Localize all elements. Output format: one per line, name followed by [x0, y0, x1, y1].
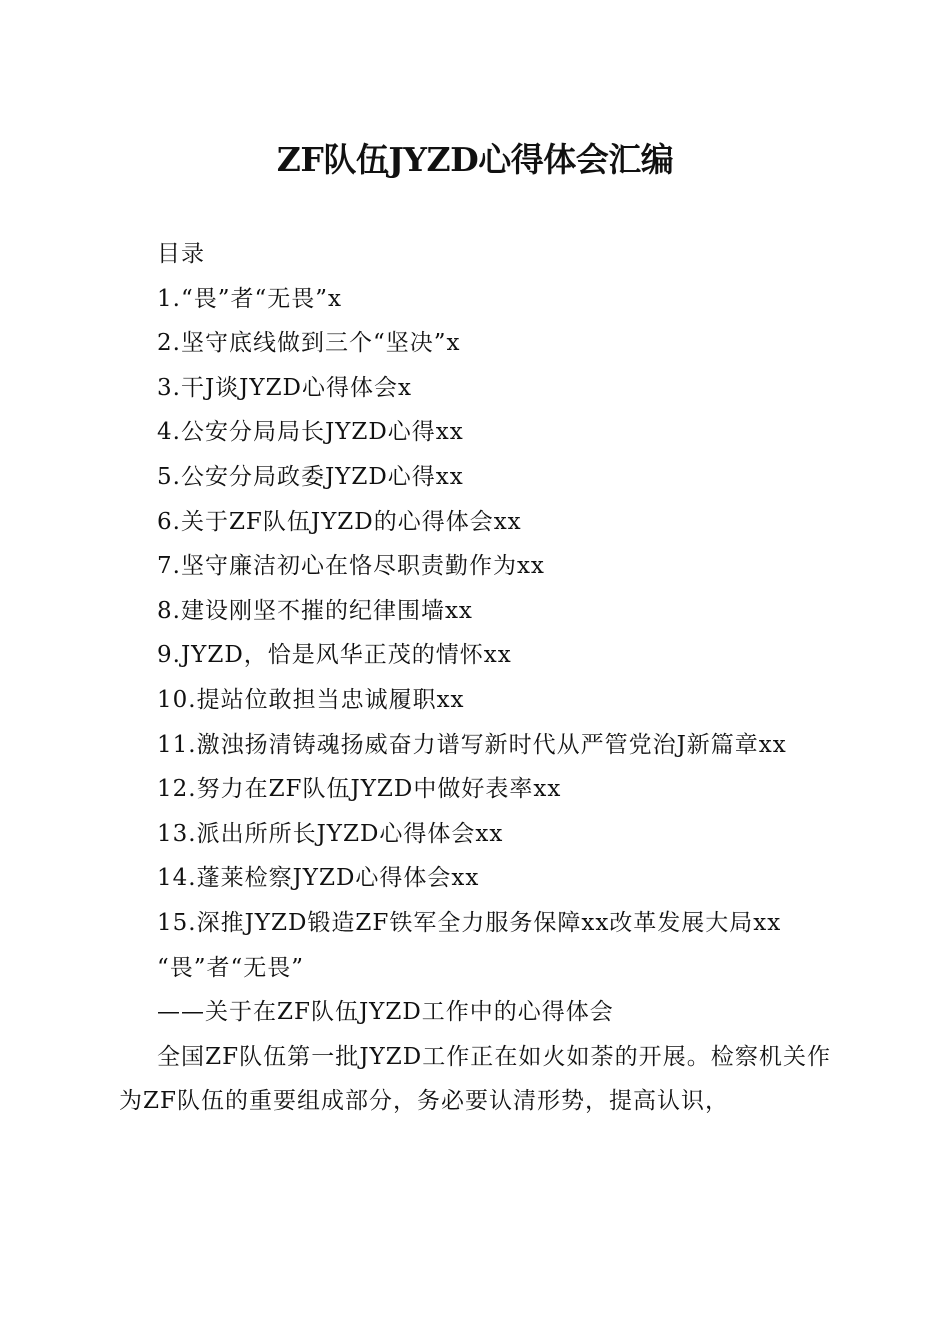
article-paragraph: 全国ZF队伍第一批JYZD工作正在如火如荼的开展。检察机关作为ZF队伍的重要组成部分，务必要认清形势，提高认识， [119, 1043, 831, 1115]
toc-item: 2.坚守底线做到三个“坚决”x [157, 330, 461, 357]
toc-item: 6.关于ZF队伍JYZD的心得体会xx [157, 508, 522, 535]
toc-item: 10.提站位敢担当忠诚履职xx [157, 686, 465, 713]
toc-item: 15.深推JYZD锻造ZF铁军全力服务保障xx改革发展大局xx [157, 909, 782, 936]
toc-heading: 目录 [157, 241, 205, 267]
document-title: ZF队伍JYZD心得体会汇编 [276, 140, 674, 179]
toc-item: 4.公安分局局长JYZD心得xx [157, 419, 464, 446]
toc-item: 1.“畏”者“无畏”x [157, 285, 342, 312]
toc-item: 3.干J谈JYZD心得体会x [157, 374, 412, 401]
toc-item: 7.坚守廉洁初心在恪尽职责勤作为xx [157, 553, 545, 580]
toc-item: 12.努力在ZF队伍JYZD中做好表率xx [157, 776, 562, 803]
article-subtitle: ——关于在ZF队伍JYZD工作中的心得体会 [157, 999, 614, 1026]
toc-item: 9.JYZD，恰是风华正茂的情怀xx [157, 642, 512, 669]
toc-item: 8.建设刚坚不摧的纪律围墙xx [157, 597, 473, 624]
toc-item: 5.公安分局政委JYZD心得xx [157, 463, 464, 490]
article-title: “畏”者“无畏” [157, 954, 305, 981]
toc-item: 13.派出所所长JYZD心得体会xx [157, 820, 504, 847]
document-body [119, 232, 831, 1124]
toc-item: 14.蓬莱检察JYZD心得体会xx [157, 865, 480, 892]
toc-item: 11.激浊扬清铸魂扬威奋力谱写新时代从严管党治J新篇章xx [157, 731, 787, 758]
